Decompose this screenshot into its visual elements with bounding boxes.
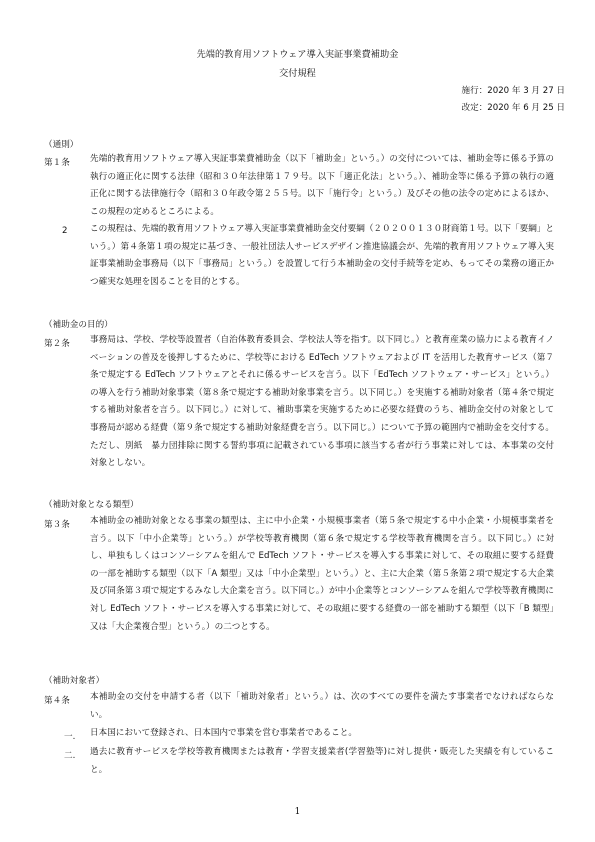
enacted-date: 施行：2020 年 3 月 27 日 [461, 86, 565, 96]
document-title: 先端的教育用ソフトウェア導入実証事業費補助金 [196, 49, 399, 60]
article-4-heading: （補助対象者） [44, 676, 105, 686]
article-4-text: 本補助金の交付を申請する者（以下「補助対象者」という。）は、次のすべての要件を満たす事業者でなければならない。 [90, 692, 554, 720]
article-4-label: 第４条 [44, 696, 70, 706]
article-2-heading: （補助金の目的） [44, 320, 113, 330]
article-3-label: 第３条 [44, 520, 70, 530]
article-1-para-2-label: 2 [62, 226, 68, 236]
article-3-heading: （補助対象となる類型） [44, 500, 139, 510]
article-2-label: 第２条 [44, 339, 70, 349]
article-2-text: 事務局は、学校、学校等設置者（自治体教育委員会、学校法人等を指す。以下同じ。）と教育産業の協力による教育イノベーションの普及を後押しするために、学校等における EdTech ソフトウェアおよび IT を活用した教育サービス（第７条で規定する EdTech ソフトウェアとそれに係るサービスを言う。以下「EdTech ソフトウェア・サービス」という。）の導入を行う補助対象事業（第８条で規定する補助対象事業を言う。以下同じ。）を実施する補助対象者（第４条で規定する補助対象者を言う。以下同じ。）に対して、補助事業を実施するために必要な経費のうち、補助金交付の対象として事務局が認める経費（第９条で規定する補助対象経費を言う。以下同じ。）について予算の範囲内で補助金を交付する。ただし、別紙 暴力団排除に関する誓約事項に記載されている事項に該当する者が行う事業に対しては、本事業の交付対象としない。 [90, 335, 554, 469]
document-subtitle: 交付規程 [279, 68, 316, 79]
article-4-item-1-text: 日本国において登録され、日本国内で事業を営む事業者であること。 [90, 728, 357, 738]
article-1-text: 先端的教育用ソフトウェア導入実証事業費補助金（以下「補助金」という。）の交付については、補助金等に係る予算の執行の適正化に関する法律（昭和３０年法律第１７９号。以下「適正化法」という。）、補助金等に係る予算の執行の適正化に関する法律施行令（昭和３０年政令第２５５号。以下「施行令」という。）及びその他の法令の定めによるほか、この規程の定めるところによる。 [90, 154, 554, 217]
article-4-item-1-label: 一. [64, 732, 76, 742]
article-3-text: 本補助金の補助対象となる事業の類型は、主に中小企業・小規模事業者（第５条で規定する中小企業・小規模事業者を言う。以下「中小企業等」という。）が学校等教育機関（第６条で規定する学校等教育機関を言う。以下同じ。）に対し、単独もしくはコンソーシアムを組んで EdTech ソフト・サービスを導入する事業に対して、その取組に要する経費の一部を補助する類型（以下「A 類型」又は「中小企業型」という。）と、主に大企業（第５条第２項で規定する大企業及び同条第３項で規定するみなし大企業を言う。以下同じ。）が中小企業等とコンソーシアムを組んで学校等教育機関に対し EdTech ソフト・サービスを導入する事業に対して、その取組に要する経費の一部を補助する類型（以下「B 類型」又は「大企業複合型」という。）の二つとする。 [90, 516, 554, 632]
article-4-item-2-text: 過去に教育サービスを学校等教育機関または教育・学習支援業者(学習塾等)に対し提供・販売した実績を有していること。 [90, 747, 554, 775]
article-4-item-2-label: 二. [64, 751, 76, 761]
article-1-para-2-text: この規程は、先端的教育用ソフトウェア導入実証事業費補助金交付要綱（２０２００１３０財商第１号。以下「要綱」という。）第４条第１項の規定に基づき、一般社団法人サービスデザイン推進協議会が、先端的教育用ソフトウェア導入実証事業補助金事務局（以下「事務局」という。）を設置して行う本補助金の交付手続等を定め、もってその業務の適正かつ確実な処理を図ることを目的とする。 [90, 224, 554, 287]
article-1-label: 第１条 [44, 158, 70, 168]
article-1-heading: （通則） [44, 140, 79, 150]
page-number: 1 [294, 807, 301, 817]
amended-date: 改定：2020 年 6 月 25 日 [461, 103, 565, 113]
